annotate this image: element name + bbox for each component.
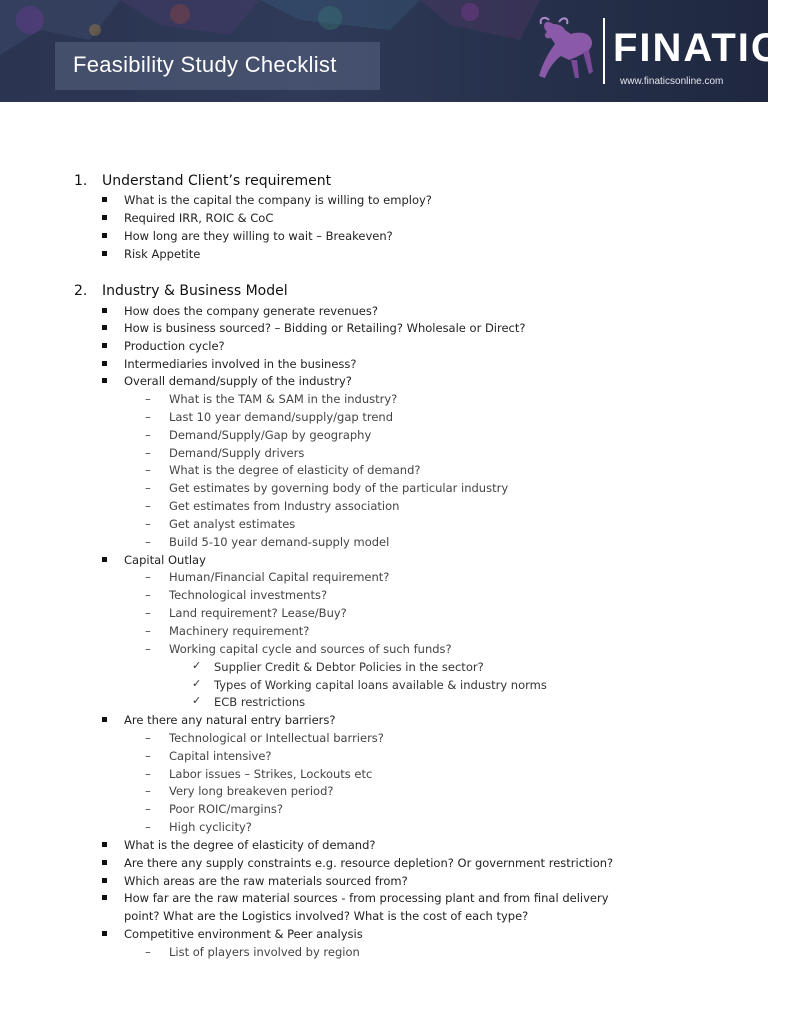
list-item: How long are they willing to wait – Breakeven? <box>124 229 393 243</box>
dash-bullet-icon: – <box>145 481 151 495</box>
list-item: Intermediaries involved in the business? <box>124 357 357 371</box>
checkmark-icon: ✓ <box>192 659 202 672</box>
dash-bullet-icon: – <box>145 731 151 745</box>
dash-bullet-icon: – <box>145 463 151 477</box>
square-bullet-icon <box>102 361 107 366</box>
square-bullet-icon <box>102 931 107 936</box>
dash-bullet-icon: – <box>145 588 151 602</box>
list-item: Are there any supply constraints e.g. resource depletion? Or government restriction? <box>124 856 613 870</box>
dash-bullet-icon: – <box>145 642 151 656</box>
dash-bullet-icon: – <box>145 446 151 460</box>
check-list-item: ✓ ECB restrictions <box>192 694 306 709</box>
list-item: What is the capital the company is willing to employ? <box>124 193 432 207</box>
list-item: Competitive environment & Peer analysis <box>124 927 363 941</box>
sub-list-item: – Labor issues – Strikes, Lockouts etc <box>145 767 373 781</box>
dash-bullet-icon: – <box>145 767 151 781</box>
bull-logo-icon <box>535 14 597 86</box>
brand-url: www.finaticsonline.com <box>620 76 724 87</box>
square-bullet-icon <box>102 251 107 256</box>
list-item: Required IRR, ROIC & CoC <box>124 211 273 225</box>
list-item: Production cycle? <box>124 339 225 353</box>
dash-bullet-icon: – <box>145 749 151 763</box>
square-bullet-icon <box>102 860 107 865</box>
list-item: Overall demand/supply of the industry? <box>124 374 352 388</box>
sub-list-item: – Working capital cycle and sources of such funds? <box>145 642 452 656</box>
dash-bullet-icon: – <box>145 517 151 531</box>
dash-bullet-icon: – <box>145 784 151 798</box>
sub-list-item: – Technological investments? <box>145 588 328 602</box>
sub-list-item: – List of players involved by region <box>145 945 360 959</box>
logo-divider <box>603 18 605 84</box>
section-number: 1. <box>74 173 88 189</box>
header-banner <box>0 0 810 102</box>
dash-bullet-icon: – <box>145 410 151 424</box>
list-item: How does the company generate revenues? <box>124 304 378 318</box>
dash-bullet-icon: – <box>145 570 151 584</box>
sub-list-item: – Demand/Supply drivers <box>145 446 305 460</box>
sub-list-item: – What is the degree of elasticity of demand? <box>145 463 421 477</box>
list-item: Capital Outlay <box>124 553 206 567</box>
sub-list-item: – What is the TAM & SAM in the industry? <box>145 392 398 406</box>
square-bullet-icon <box>102 308 107 313</box>
square-bullet-icon <box>102 557 107 562</box>
sub-list-item: – Get estimates from Industry association <box>145 499 400 513</box>
section-number: 2. <box>74 283 88 299</box>
sub-list-item: – High cyclicity? <box>145 820 252 834</box>
sub-list-item: – Get analyst estimates <box>145 517 296 531</box>
dash-bullet-icon: – <box>145 535 151 549</box>
sub-list-item: – Machinery requirement? <box>145 624 310 638</box>
dash-bullet-icon: – <box>145 606 151 620</box>
section-title: Industry & Business Model <box>102 283 288 299</box>
square-bullet-icon <box>102 343 107 348</box>
sub-list-item: – Human/Financial Capital requirement? <box>145 570 390 584</box>
dash-bullet-icon: – <box>145 624 151 638</box>
square-bullet-icon <box>102 378 107 383</box>
square-bullet-icon <box>102 842 107 847</box>
check-list-item: ✓ Supplier Credit & Debtor Policies in the sector? <box>192 659 484 674</box>
square-bullet-icon <box>102 717 107 722</box>
square-bullet-icon <box>102 215 107 220</box>
sub-list-item: – Land requirement? Lease/Buy? <box>145 606 347 620</box>
sub-list-item: – Capital intensive? <box>145 749 272 763</box>
section-title: Understand Client’s requirement <box>102 173 332 189</box>
checkmark-icon: ✓ <box>192 677 202 690</box>
list-item: What is the degree of elasticity of demand? <box>124 838 376 852</box>
sub-list-item: – Build 5-10 year demand-supply model <box>145 535 390 549</box>
list-item: How is business sourced? – Bidding or Retailing? Wholesale or Direct? <box>124 321 525 335</box>
dash-bullet-icon: – <box>145 820 151 834</box>
dash-bullet-icon: – <box>145 428 151 442</box>
dash-bullet-icon: – <box>145 945 151 959</box>
sub-list-item: – Technological or Intellectual barriers? <box>145 731 384 745</box>
square-bullet-icon <box>102 233 107 238</box>
page-title: Feasibility Study Checklist <box>73 52 337 77</box>
title-box <box>55 42 380 90</box>
sub-list-item: – Get estimates by governing body of the particular industry <box>145 481 509 495</box>
square-bullet-icon <box>102 878 107 883</box>
brand-logo: FINATICS <box>613 26 810 70</box>
list-item: Which areas are the raw materials sourced from? <box>124 874 408 888</box>
list-item: Are there any natural entry barriers? <box>124 713 335 727</box>
sub-list-item: – Very long breakeven period? <box>145 784 334 798</box>
square-bullet-icon <box>102 325 107 330</box>
sub-list-item: – Last 10 year demand/supply/gap trend <box>145 410 394 424</box>
dash-bullet-icon: – <box>145 392 151 406</box>
sub-list-item: – Demand/Supply/Gap by geography <box>145 428 372 442</box>
check-list-item: ✓ Types of Working capital loans available & industry norms <box>192 677 547 692</box>
dash-bullet-icon: – <box>145 499 151 513</box>
dash-bullet-icon: – <box>145 802 151 816</box>
square-bullet-icon <box>102 895 107 900</box>
list-item: Risk Appetite <box>124 247 200 261</box>
square-bullet-icon <box>102 197 107 202</box>
list-item: How far are the raw material sources - from processing plant and from final delivery <box>124 891 609 905</box>
section-heading <box>74 283 288 299</box>
sub-list-item: – Poor ROIC/margins? <box>145 802 283 816</box>
list-item-continuation: point? What are the Logistics involved? What is the cost of each type? <box>124 909 529 923</box>
checkmark-icon: ✓ <box>192 694 202 707</box>
section-heading <box>74 173 331 189</box>
